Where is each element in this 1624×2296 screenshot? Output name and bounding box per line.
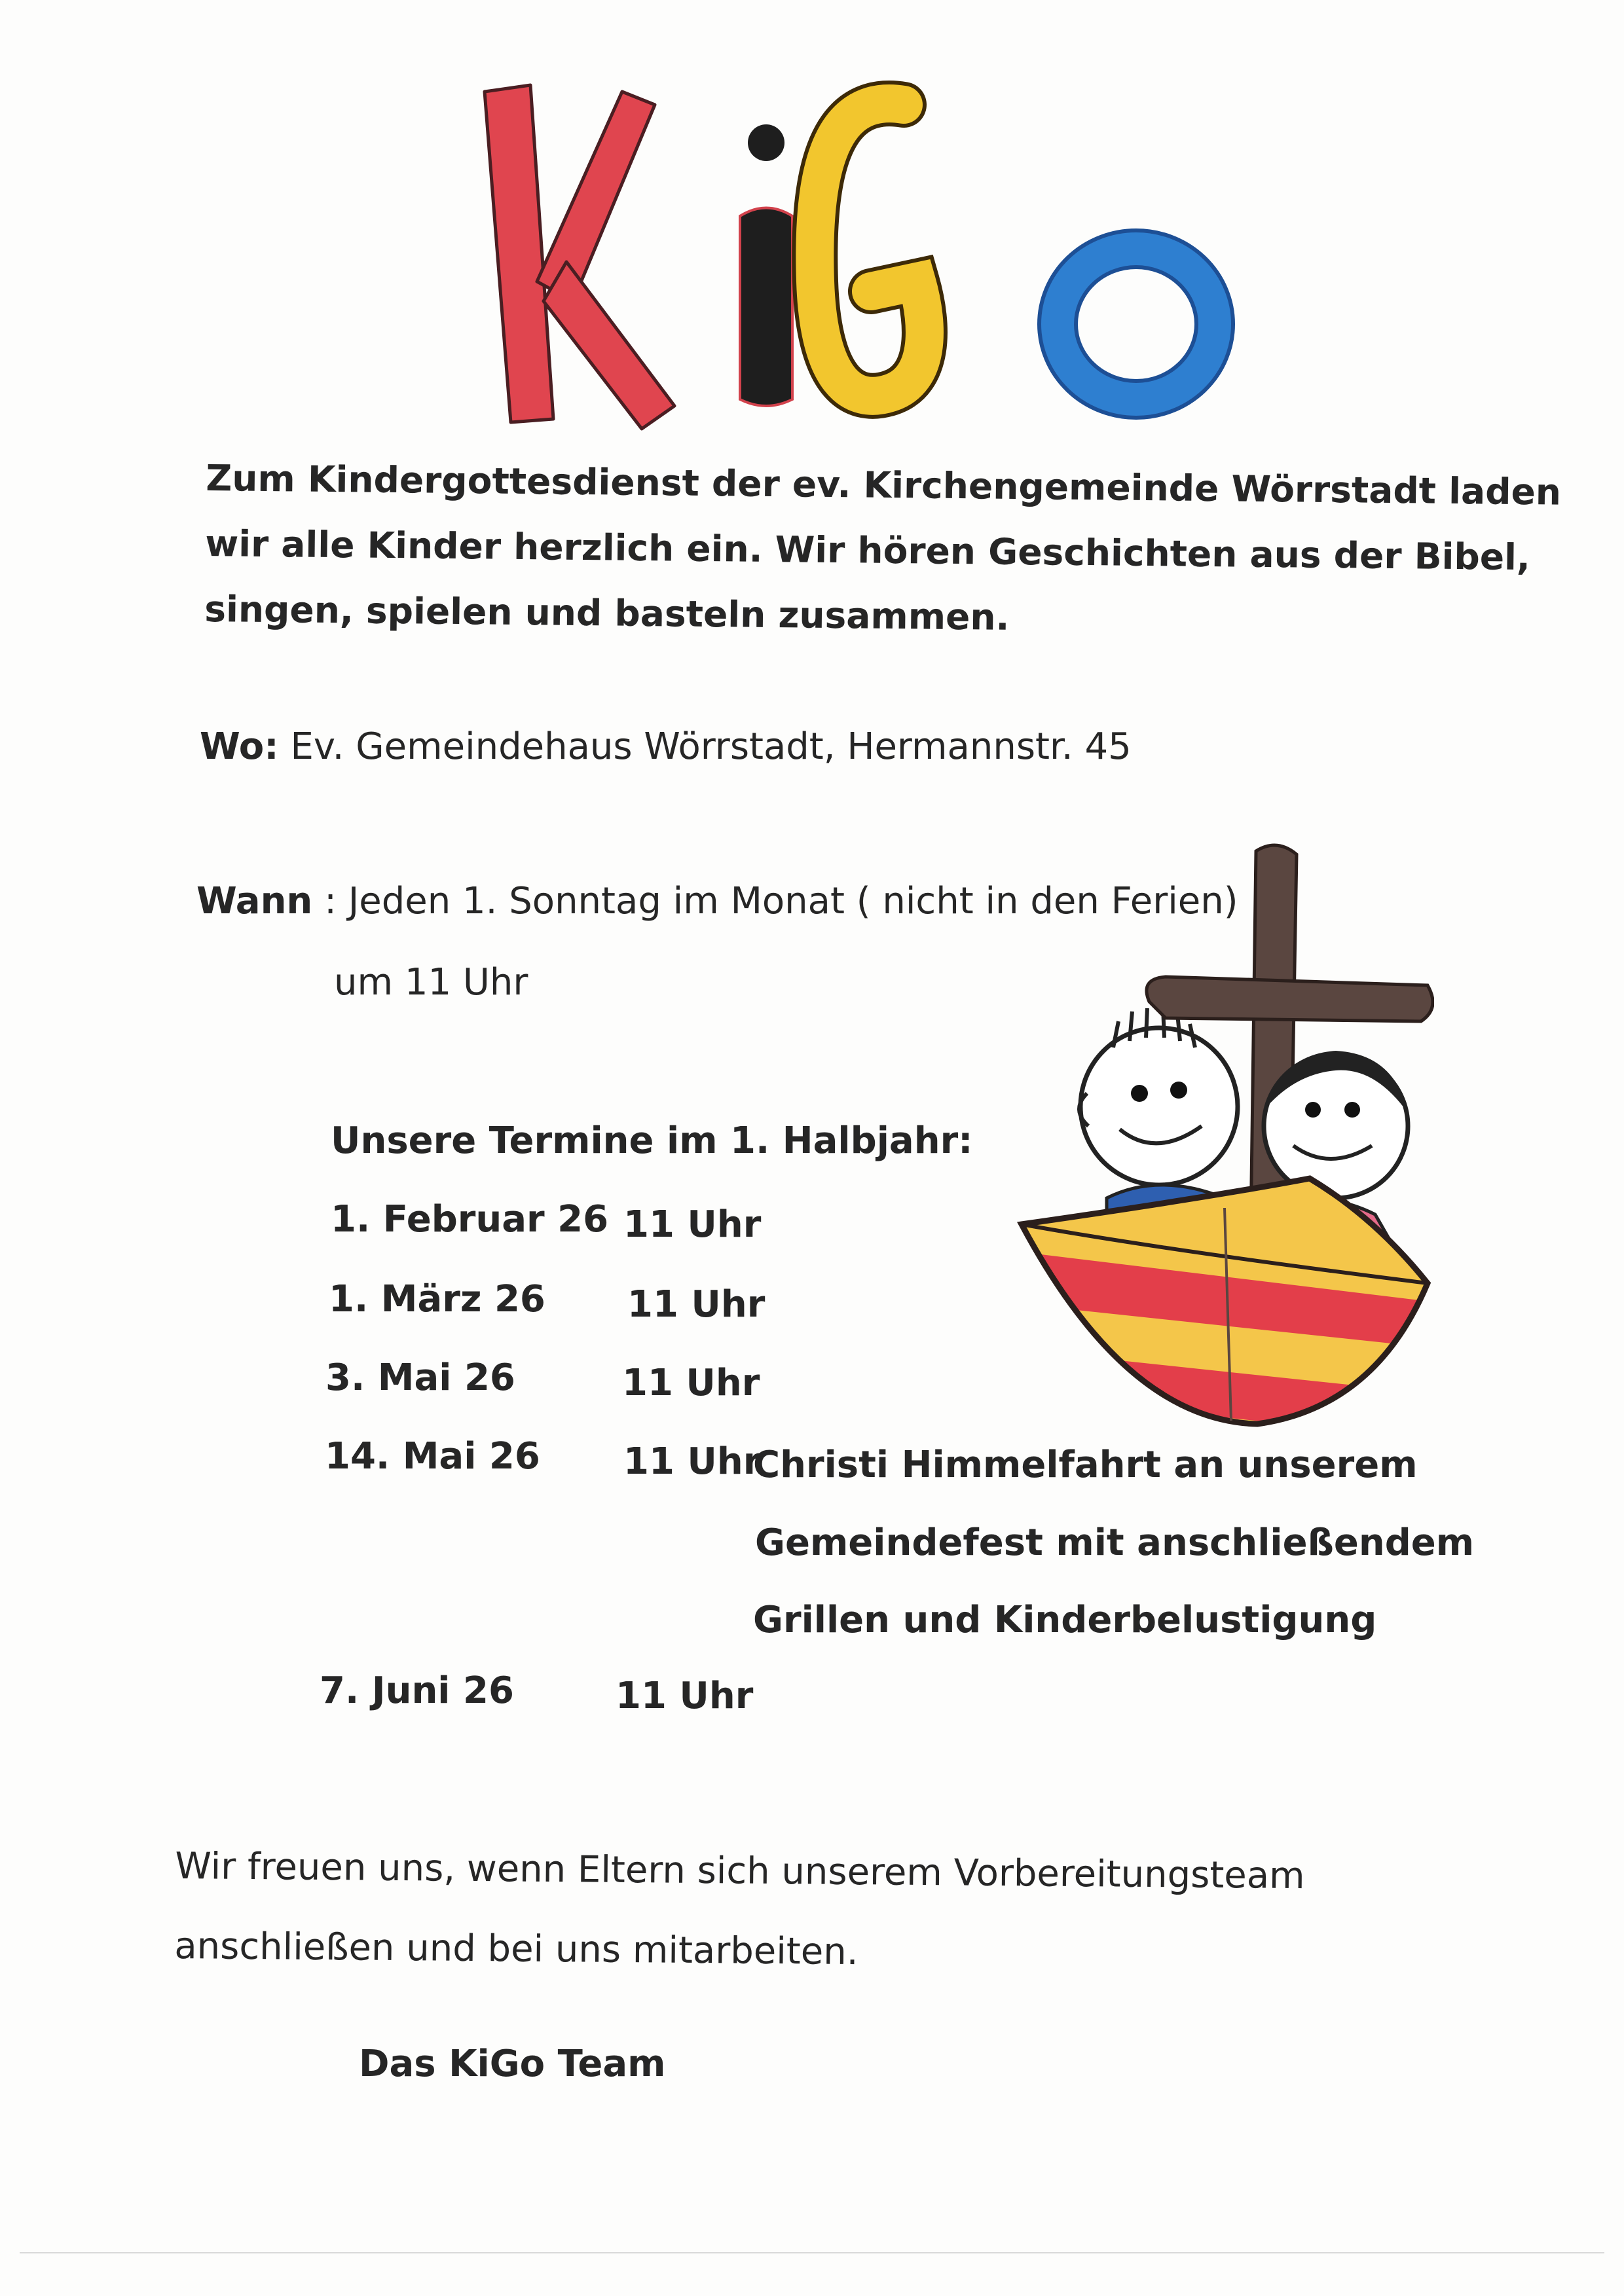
location-value: Ev. Gemeindehaus Wörrstadt, Hermannstr. 45 [278, 725, 1132, 768]
closing-line: Wir freuen uns, wenn Eltern sich unserem Vorbereitungsteam [175, 1844, 1305, 1898]
when-value: : Jeden 1. Sonntag im Monat ( nicht in den Ferien) [312, 880, 1238, 922]
schedule-time: 11 Uhr [627, 1283, 766, 1326]
schedule-time: 11 Uhr [616, 1675, 754, 1717]
schedule-date: 7. Juni 26 [320, 1669, 514, 1712]
schedule-date: 1. März 26 [329, 1278, 545, 1321]
schedule-note-line: Grillen und Kinderbelustigung [753, 1599, 1377, 1641]
schedule-date: 3. Mai 26 [325, 1357, 515, 1399]
logo-letter-g [815, 103, 925, 396]
logo-letter-o [1058, 249, 1215, 399]
intro-line: wir alle Kinder herzlich ein. Wir hören Geschichten aus der Bibel, [205, 522, 1531, 579]
intro-line: Zum Kindergottesdienst der ev. Kirchengemeinde Wörrstadt laden [206, 456, 1562, 513]
logo-letter-i [740, 124, 792, 406]
schedule-note-line: Gemeindefest mit anschließendem [755, 1522, 1475, 1564]
kigo-logo [458, 65, 1283, 445]
intro-text [204, 445, 1562, 656]
schedule-note-line: Christi Himmelfahrt an unserem [753, 1444, 1418, 1486]
boat-with-cross-and-children-icon [1008, 831, 1434, 1434]
location-line [200, 725, 1132, 768]
child-left-icon [1079, 1008, 1238, 1224]
schedule-date: 14. Mai 26 [325, 1435, 540, 1478]
when-label: Wann [196, 880, 313, 922]
schedule-time: 11 Uhr [623, 1440, 762, 1483]
schedule-time: 11 Uhr [622, 1362, 760, 1404]
when-time: um 11 Uhr [334, 961, 528, 1004]
scan-edge-line [20, 2252, 1604, 2253]
schedule-heading: Unsere Termine im 1. Halbjahr: [331, 1120, 973, 1162]
boat-hull-icon [1008, 1159, 1434, 1434]
closing-line: anschließen und bei uns mitarbeiten. [174, 1924, 858, 1974]
logo-letter-k [485, 85, 674, 429]
schedule-date: 1. Februar 26 [331, 1198, 609, 1241]
schedule-time: 11 Uhr [623, 1203, 762, 1246]
closing-text [174, 1827, 1305, 1996]
signature: Das KiGo Team [359, 2043, 666, 2085]
location-label: Wo: [200, 725, 279, 768]
intro-line: singen, spielen und basteln zusammen. [204, 587, 1010, 638]
